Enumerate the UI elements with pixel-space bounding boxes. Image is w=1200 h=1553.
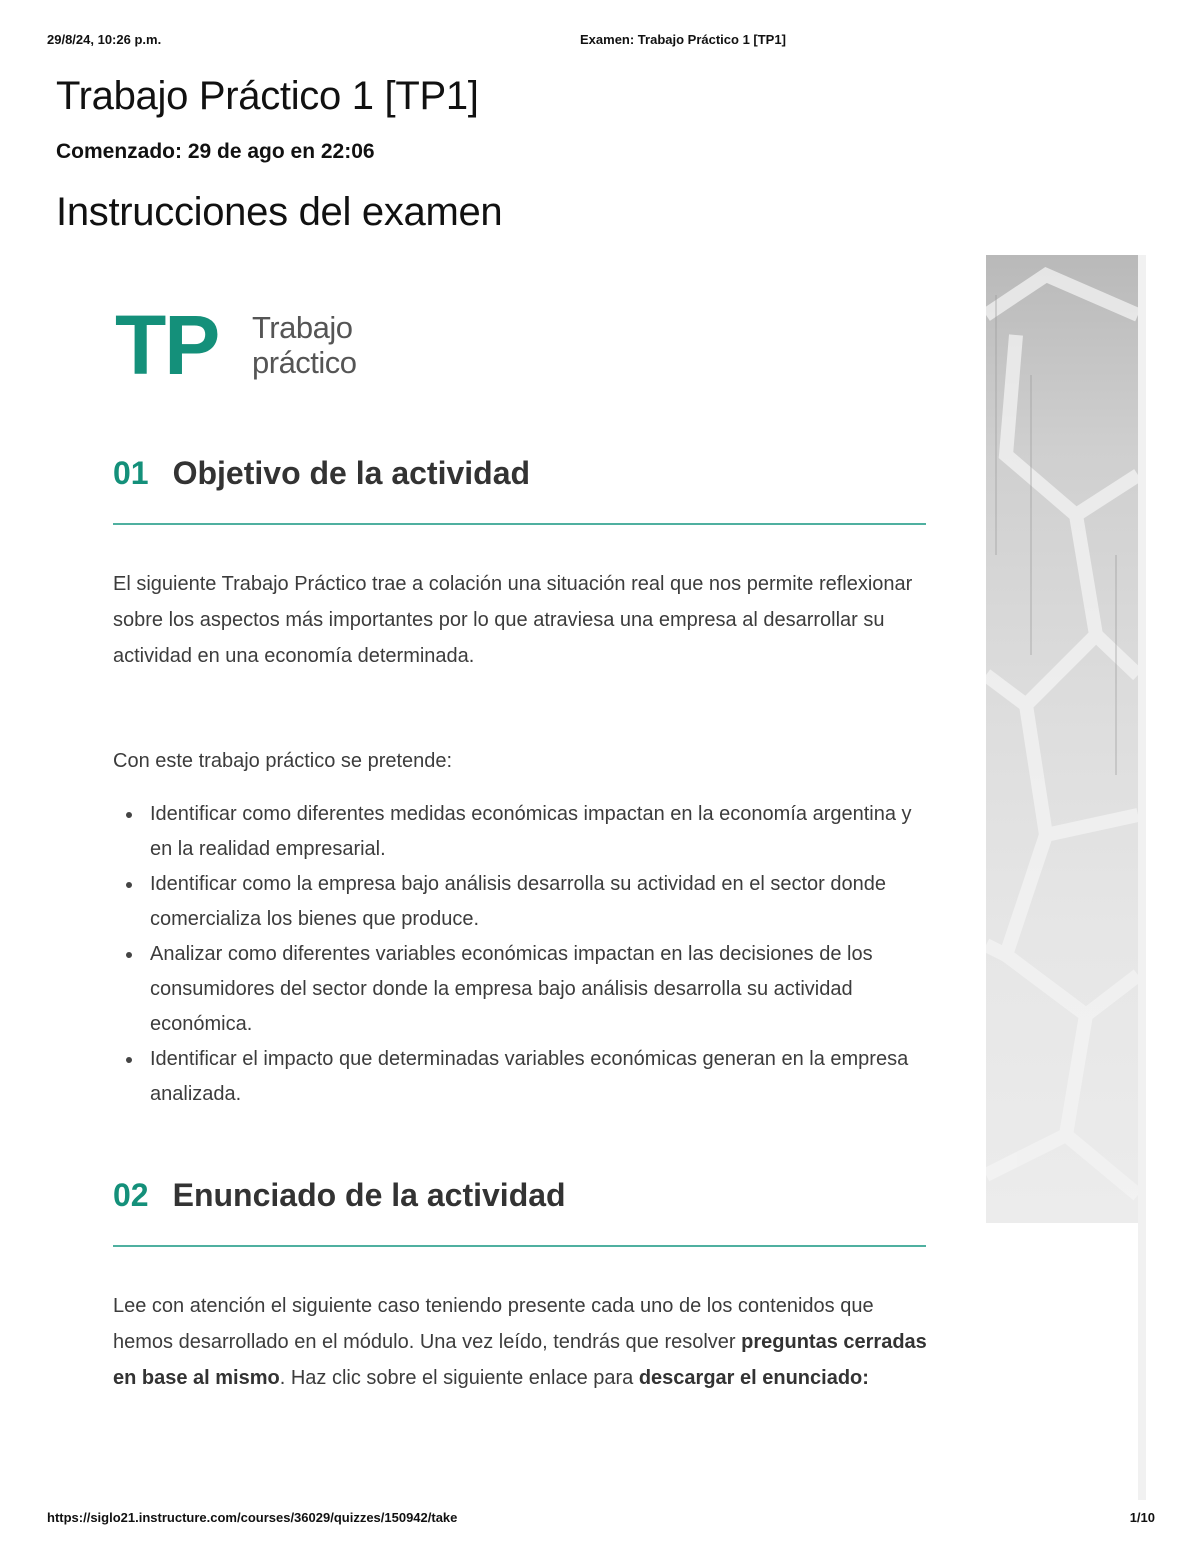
bullet-icon: [126, 882, 132, 888]
instructions-heading: Instrucciones del examen: [56, 190, 503, 234]
section-2-bold-2: descargar el enunciado:: [638, 1367, 869, 1389]
print-url: https://siglo21.instructure.com/courses/36029/quizzes/150942/take: [47, 1510, 458, 1525]
print-page-title: Examen: Trabajo Práctico 1 [TP1]: [580, 32, 786, 47]
section-1-divider: [113, 523, 926, 525]
logo-word-2: práctico: [252, 345, 357, 380]
list-item-text: Analizar como diferentes variables económicas impactan en las decisiones de los consumidores del sector donde la empresa bajo análisis desarrolla su actividad económica.: [150, 943, 873, 1035]
list-item: [113, 937, 933, 1042]
section-2-paragraph: [113, 1288, 933, 1396]
print-header: [47, 32, 1155, 50]
list-item-text: Identificar como la empresa bajo análisis desarrolla su actividad en el sector donde comercializa los bienes que produce.: [150, 873, 886, 930]
logo-letters: TP: [115, 298, 219, 392]
list-item: [113, 1042, 933, 1112]
section-2-text-2: . Haz clic sobre el siguiente enlace para: [279, 1367, 639, 1389]
list-item: [113, 867, 933, 937]
decorative-architecture-image: [986, 255, 1138, 1223]
list-item: [113, 797, 933, 867]
bullet-icon: [126, 952, 132, 958]
started-timestamp: Comenzado: 29 de ago en 22:06: [56, 140, 375, 163]
section-1-intro: Con este trabajo práctico se pretende:: [113, 750, 453, 772]
section-2-number: 02: [113, 1177, 149, 1213]
section-1-heading: [113, 455, 530, 492]
bullet-icon: [126, 1057, 132, 1063]
list-item-text: Identificar el impacto que determinadas variables económicas generan en la empresa analizada.: [150, 1048, 909, 1105]
objectives-list: [113, 797, 933, 1112]
section-1-title: Objetivo de la actividad: [172, 455, 531, 491]
section-1-number: 01: [113, 455, 149, 491]
section-1-paragraph: El siguiente Trabajo Práctico trae a colación una situación real que nos permite reflexionar sobre los aspectos más importantes por lo que atraviesa una empresa al desarrollar su actividad en una economía determinada.: [113, 573, 913, 667]
section-2-divider: [113, 1245, 926, 1247]
tp-logo: [115, 300, 415, 390]
section-2-bold-1: preguntas cerradas en base al mismo: [113, 1331, 927, 1389]
scrollbar-track[interactable]: [1138, 255, 1146, 1500]
section-2-title: Enunciado de la actividad: [172, 1177, 566, 1213]
print-date: 29/8/24, 10:26 p.m.: [47, 32, 162, 47]
list-item-text: Identificar como diferentes medidas económicas impactan en la economía argentina y en la realidad empresarial.: [150, 803, 912, 860]
page-title: Trabajo Práctico 1 [TP1]: [56, 74, 479, 118]
print-footer: [47, 1510, 1155, 1528]
logo-word-1: Trabajo: [252, 310, 353, 345]
section-2-heading: [113, 1177, 566, 1214]
section-2-text-1: Lee con atención el siguiente caso teniendo presente cada uno de los contenidos que hemos desarrollado en el módulo. Una vez leído, tendrás que resolver: [113, 1295, 874, 1353]
logo-words: [252, 310, 357, 380]
bullet-icon: [126, 812, 132, 818]
print-page-number: 1/10: [1129, 1510, 1155, 1525]
